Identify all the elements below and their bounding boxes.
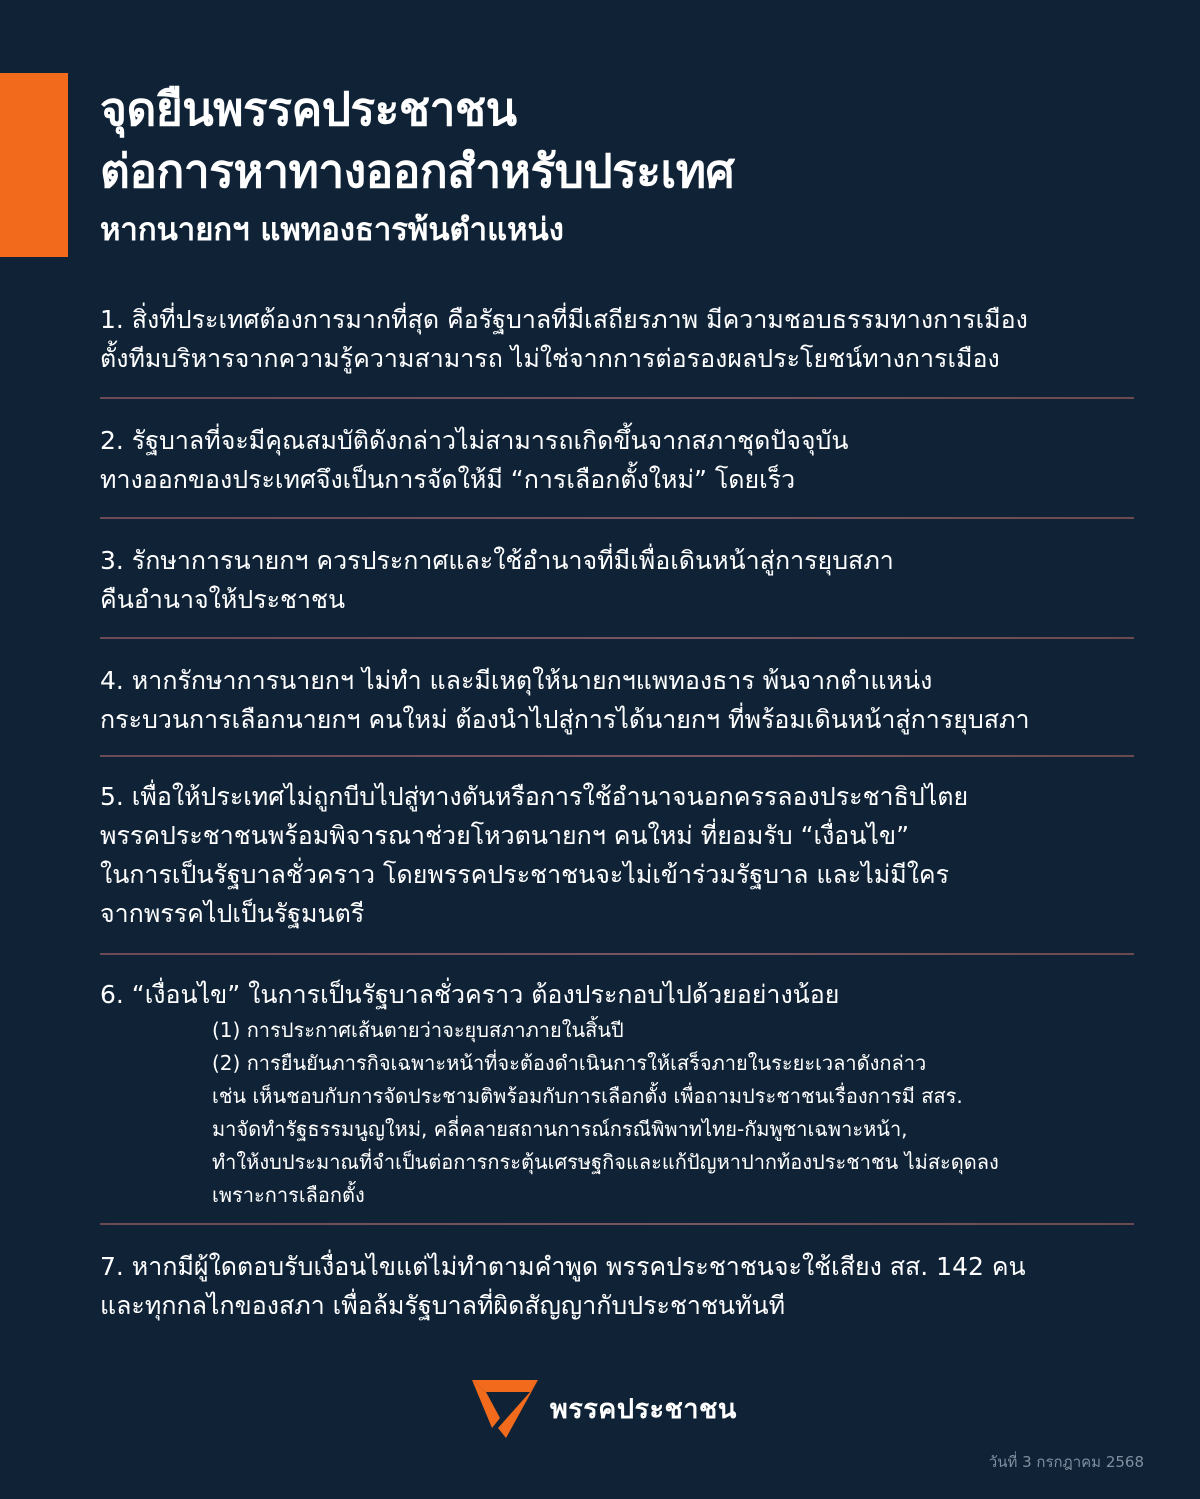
date-stamp: วันที่ 3 กรกฎาคม 2568	[988, 1453, 1144, 1471]
statement-item-6	[100, 955, 1134, 1223]
orange-accent-bar	[0, 73, 68, 257]
statement-item-7	[100, 1225, 1134, 1325]
party-name: พรรคประชาชน	[550, 1393, 737, 1425]
condition-2: (2) การยืนยันภารกิจเฉพาะหน้าที่จะต้องดำเนินการให้เสร็จภายในระยะเวลาดังกล่าว	[212, 1051, 927, 1075]
page-subtitle: หากนายกฯ แพทองธารพ้นตำแหน่ง	[100, 212, 564, 248]
condition-2-cont-3: ทำให้งบประมาณที่จำเป็นต่อการกระตุ้นเศรษฐกิจและแก้ปัญหาปากท้องประชาชน ไม่สะดุดลง	[212, 1150, 999, 1174]
page-title-line-2: ต่อการหาทางออกสำหรับประเทศ	[100, 144, 735, 198]
item-7-line-2: และทุกกลไกของสภา เพื่อล้มรัฐบาลที่ผิดสัญญากับประชาชนทันที	[100, 1291, 786, 1320]
condition-2-cont-4: เพราะการเลือกตั้ง	[212, 1183, 365, 1207]
conditions-sublist	[100, 1014, 1134, 1212]
item-2-line-2: ทางออกของประเทศจึงเป็นการจัดให้มี “การเลือกตั้งใหม่” โดยเร็ว	[100, 465, 796, 494]
statement-item-3	[100, 519, 1134, 637]
header	[100, 78, 1150, 254]
item-1-line-1: 1. สิ่งที่ประเทศต้องการมากที่สุด คือรัฐบาลที่มีเสถียรภาพ มีความชอบธรรมทางการเมือง	[100, 305, 1028, 334]
statement-item-5	[100, 757, 1134, 953]
condition-2-cont-1: เช่น เห็นชอบกับการจัดประชามติพร้อมกับการเลือกตั้ง เพื่อถามประชาชนเรื่องการมี สสร.	[212, 1084, 963, 1108]
item-5-line-1: 5. เพื่อให้ประเทศไม่ถูกบีบไปสู่ทางตันหรือการใช้อำนาจนอกครรลองประชาธิปไตย	[100, 782, 969, 811]
item-5-line-2: พรรคประชาชนพร้อมพิจารณาช่วยโหวตนายกฯ คนใหม่ ที่ยอมรับ “เงื่อนไข”	[100, 821, 910, 850]
item-7-line-1: 7. หากมีผู้ใดตอบรับเงื่อนไขแต่ไม่ทำตามคำพูด พรรคประชาชนจะใช้เสียง สส. 142 คน	[100, 1252, 1026, 1281]
item-3-line-2: คืนอำนาจให้ประชาชน	[100, 585, 346, 614]
condition-2-cont-2: มาจัดทำรัฐธรรมนูญใหม่, คลี่คลายสถานการณ์กรณีพิพาทไทย-กัมพูชาเฉพาะหน้า,	[212, 1117, 908, 1141]
item-5-line-4: จากพรรคไปเป็นรัฐมนตรี	[100, 899, 365, 928]
condition-1: (1) การประกาศเส้นตายว่าจะยุบสภาภายในสิ้นปี	[212, 1018, 624, 1042]
item-1-line-2: ตั้งทีมบริหารจากความรู้ความสามารถ ไม่ใช่จากการต่อรองผลประโยชน์ทางการเมือง	[100, 344, 1000, 373]
statement-item-2	[100, 399, 1134, 517]
peoples-party-logo-icon	[470, 1376, 540, 1440]
statement-item-4	[100, 639, 1134, 755]
page-title-line-1: จุดยืนพรรคประชาชน	[100, 82, 517, 136]
item-3-line-1: 3. รักษาการนายกฯ ควรประกาศและใช้อำนาจที่มีเพื่อเดินหน้าสู่การยุบสภา	[100, 546, 894, 575]
item-5-line-3: ในการเป็นรัฐบาลชั่วคราว โดยพรรคประชาชนจะไม่เข้าร่วมรัฐบาล และไม่มีใคร	[100, 860, 950, 889]
statement-item-1	[100, 300, 1134, 397]
statement-list	[100, 300, 1134, 1325]
item-4-line-1: 4. หากรักษาการนายกฯ ไม่ทำ และมีเหตุให้นายกฯแพทองธาร พ้นจากตำแหน่ง	[100, 666, 933, 695]
item-6-line-1: 6. “เงื่อนไข” ในการเป็นรัฐบาลชั่วคราว ต้องประกอบไปด้วยอย่างน้อย	[100, 980, 840, 1009]
item-4-line-2: กระบวนการเลือกนายกฯ คนใหม่ ต้องนำไปสู่การได้นายกฯ ที่พร้อมเดินหน้าสู่การยุบสภา	[100, 705, 1030, 734]
item-2-line-1: 2. รัฐบาลที่จะมีคุณสมบัติดังกล่าวไม่สามารถเกิดขึ้นจากสภาชุดปัจจุบัน	[100, 426, 849, 455]
party-logo	[470, 1376, 737, 1440]
